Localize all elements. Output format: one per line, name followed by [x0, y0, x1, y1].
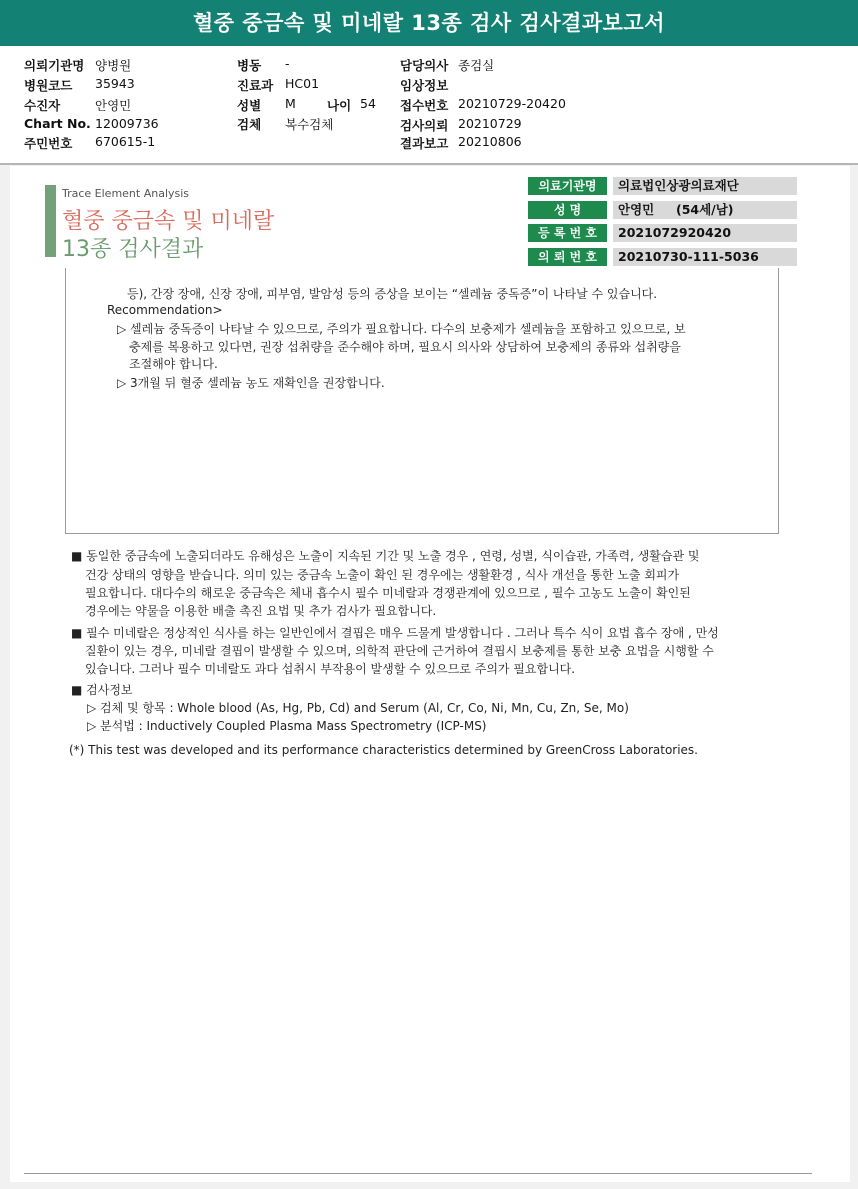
header-row: [400, 134, 448, 152]
header-value: 20210806: [458, 134, 522, 149]
header-value: -: [285, 56, 290, 71]
header-row: [24, 116, 91, 131]
note-line: ■ 필수 미네랄은 정상적인 식사를 하는 일반인에서 결핍은 매우 드물게 발생합니다 . 그러나 특수 식이 요법 흡수 장애 , 만성: [71, 626, 719, 640]
header-value: 12009736: [95, 116, 159, 131]
header-value: 복수검체: [285, 117, 334, 132]
header-label: 임상정보: [400, 78, 449, 93]
header-row: [24, 76, 72, 94]
report-heading-line1: 혈중 중금속 및 미네랄: [62, 209, 275, 234]
comment-line: Recommendation>: [107, 303, 223, 317]
header-label: Chart No.: [24, 116, 91, 131]
footer-divider: [24, 1173, 812, 1174]
header-label: 담당의사: [400, 58, 449, 73]
report-heading-line2: 13종 검사결과: [62, 237, 204, 262]
note-line: ▷ 검체 및 항목 : Whole blood (As, Hg, Pb, Cd) and Serum (Al, Cr, Co, Ni, Mn, Cu, Zn, Se, Mo): [87, 701, 629, 715]
info-label: 등 록 번 호: [528, 224, 607, 242]
report-subtitle: Trace Element Analysis: [62, 187, 190, 200]
header-value: 20210729-20420: [458, 96, 566, 111]
note-line: ▷ 분석법 : Inductively Coupled Plasma Mass Spectrometry (ICP-MS): [87, 719, 487, 733]
header-value: 20210729: [458, 116, 522, 131]
note-line: 경우에는 약물을 이용한 배출 촉진 요법 및 추가 검사가 필요합니다.: [85, 604, 437, 618]
info-value: 의료법인상광의료재단: [613, 177, 797, 195]
header-row: [24, 96, 60, 114]
comment-line: 조절해야 합니다.: [129, 357, 218, 371]
note-line: (*) This test was developed and its performance characteristics determined by GreenCross Laboratories.: [69, 743, 698, 757]
header-label: 병원코드: [24, 78, 73, 93]
header-label: 진료과: [237, 78, 274, 93]
info-value: 20210730-111-5036: [613, 248, 797, 266]
note-line: 질환이 있는 경우, 미네랄 결핍이 발생할 수 있으며, 의학적 판단에 근거하여 결핍시 보충제를 통한 보충 요법을 시행할 수: [85, 644, 714, 658]
header-label: 수진자: [24, 98, 61, 113]
age-label-text: 나이: [327, 98, 352, 113]
report-title: 혈중 중금속 및 미네랄 13종 검사 검사결과보고서: [192, 11, 666, 35]
age-label: [327, 96, 351, 114]
title-bar: [0, 0, 858, 46]
info-value: 안영민 (54세/남): [613, 201, 797, 219]
info-label: 성 명: [528, 201, 607, 219]
note-line: 필요합니다. 대다수의 해로운 중금속은 체내 흡수시 필수 미네랄과 경쟁관계에 있으므로 , 필수 고농도 노출이 확인된: [85, 586, 691, 600]
header-row: [400, 56, 448, 74]
header-label: 검사의뢰: [400, 118, 449, 133]
header-value: 35943: [95, 76, 135, 91]
header-row: [400, 96, 448, 114]
comment-line: 충제를 복용하고 있다면, 권장 섭취량을 준수해야 하며, 필요시 의사와 상담하여 보충제의 종류와 섭취량을: [129, 340, 681, 354]
header-row: [400, 76, 448, 94]
header-value: M: [285, 96, 296, 111]
info-label: 의료기관명: [528, 177, 607, 195]
note-line: ■ 검사정보: [71, 683, 133, 697]
header-label: 의뢰기관명: [24, 58, 85, 73]
age-value: 54: [360, 96, 376, 111]
info-value: 2021072920420: [613, 224, 797, 242]
comment-line: ▷ 3개월 뒤 혈중 셀레늄 농도 재확인을 권장합니다.: [117, 376, 385, 390]
header-row: [237, 96, 261, 114]
header-label: 성별: [237, 98, 262, 113]
header-row: [237, 115, 261, 133]
header-label: 검체: [237, 117, 262, 132]
info-label: 의 뢰 번 호: [528, 248, 607, 266]
header-row: [24, 56, 84, 74]
header-row: [237, 76, 273, 94]
header-row: [400, 116, 448, 134]
header-label: 결과보고: [400, 136, 449, 151]
note-line: 건강 상태의 영향을 받습니다. 의미 있는 중금속 노출이 확인 된 경우에는 생활환경 , 식사 개선을 통한 노출 회피가: [85, 568, 680, 582]
comment-line: 등), 간장 장애, 신장 장애, 피부염, 발암성 등의 증상을 보이는 “셀레늄 중독증”이 나타날 수 있습니다.: [127, 287, 658, 301]
header-row: [237, 56, 261, 74]
note-line: 있습니다. 그러나 필수 미네랄도 과다 섭취시 부작용이 발생할 수 있으므로 주의가 필요합니다.: [85, 662, 576, 676]
header-value: 670615-1: [95, 134, 156, 149]
header-label: 접수번호: [400, 98, 449, 113]
header-value: HC01: [285, 76, 320, 91]
header-value: 안영민: [95, 98, 132, 113]
header-value: 양병원: [95, 58, 132, 73]
comment-line: ▷ 셀레늄 중독증이 나타날 수 있으므로, 주의가 필요합니다. 다수의 보충제가 셀레늄을 포함하고 있으므로, 보: [117, 322, 686, 336]
heading-accent-bar: [45, 185, 56, 257]
header-label: 병동: [237, 58, 262, 73]
header-row: [24, 134, 72, 152]
header-label: 주민번호: [24, 136, 73, 151]
header-value: 종검실: [458, 58, 495, 73]
note-line: ■ 동일한 중금속에 노출되더라도 유해성은 노출이 지속된 기간 및 노출 경우 , 연령, 성별, 식이습관, 가족력, 생활습관 및: [71, 549, 700, 563]
